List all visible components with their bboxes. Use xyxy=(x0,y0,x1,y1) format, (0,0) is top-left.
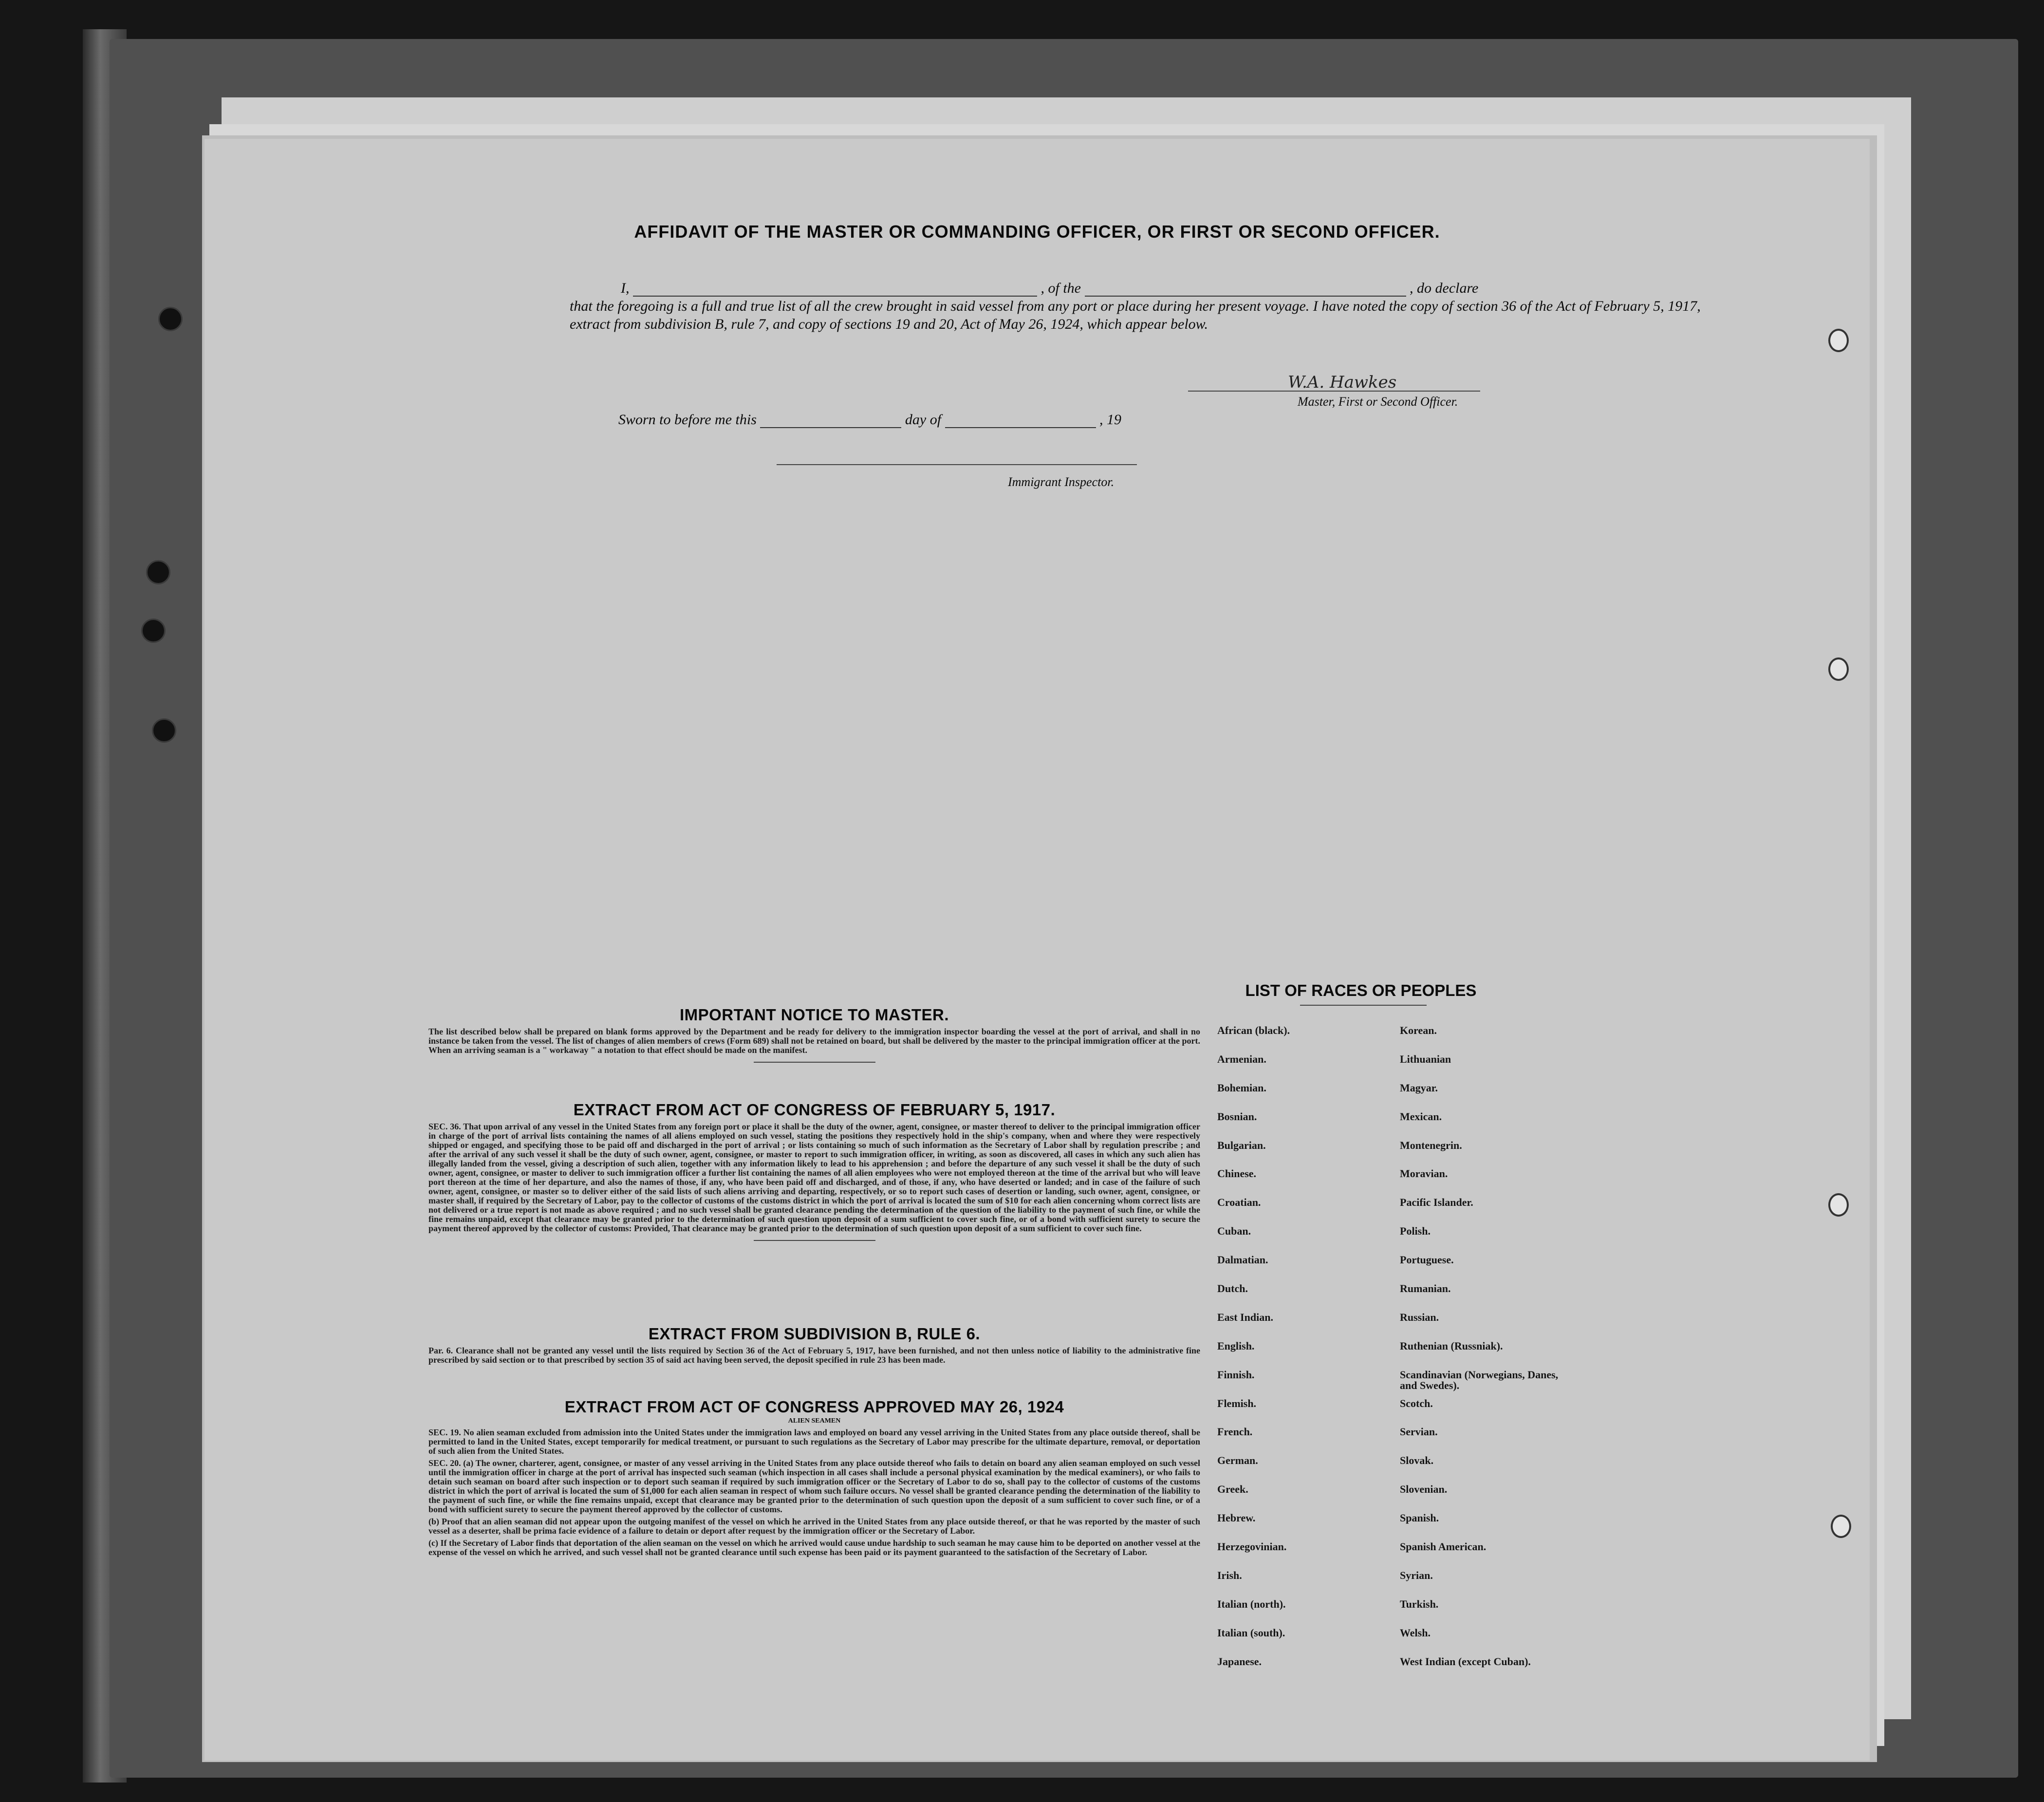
important-notice xyxy=(428,1006,1200,1070)
race-item: West Indian (except Cuban). xyxy=(1400,1655,1531,1668)
race-item: Croatian. xyxy=(1217,1196,1261,1209)
punch-hole xyxy=(1828,1193,1849,1217)
race-item: Japanese. xyxy=(1217,1655,1262,1668)
notice-text: The list described below shall be prepared on blank forms approved by the Department and be ready for delivery to the immigration inspector boarding the vessel at the port of arrival, and shall in no instance be taken from the vessel. The list of changes of alien members of crews (Form 689) shall not be retained on board, but shall be delivered by the master to the principal immigration officer at the port. When an arriving seaman is a " workaway " a notation to that effect should be made on the manifest. xyxy=(428,1027,1200,1055)
extract-rule-6 xyxy=(428,1325,1200,1365)
punch-hole xyxy=(1831,1515,1851,1538)
notice-title: IMPORTANT NOTICE TO MASTER. xyxy=(679,1006,949,1024)
affidavit-title: AFFIDAVIT OF THE MASTER OR COMMANDING OFFICER, OR FIRST OR SECOND OFFICER. xyxy=(634,222,1440,242)
affidavit-body: that the foregoing is a full and true list of all the crew brought in said vessel from any port or place during her present voyage. I have noted the copy of section 36 of the Act of February 5, 1917, extract from subdivision B, rule 7, and copy of sections 19 and 20, Act of May 26, 1924, which appear below. xyxy=(570,298,1701,332)
race-item: Ruthenian (Russniak). xyxy=(1400,1339,1503,1352)
section-19-text: SEC. 19. No alien seaman excluded from admission into the United States under the immigration laws and employed on board any vessel arriving in the United States from any place outside thereof, shall be permitted to land in the United States, except temporarily for medical treatment, or pursuant to such regulations as the Secretary of Labor may prescribe for the ultimate departure, removal, or deportation of such alien from the United States. xyxy=(428,1427,1200,1456)
race-item: Flemish. xyxy=(1217,1397,1257,1409)
race-item: Armenian. xyxy=(1217,1052,1266,1065)
race-item: Scandinavian (Norwegians, Danes, and Swedes). xyxy=(1400,1368,1559,1391)
race-item: Korean. xyxy=(1400,1024,1437,1036)
race-item: Mexican. xyxy=(1400,1110,1442,1123)
race-item: Moravian. xyxy=(1400,1167,1448,1180)
divider xyxy=(754,1062,875,1063)
sworn-line xyxy=(618,412,1121,428)
extract-rule6-text: Par. 6. Clearance shall not be granted any vessel until the lists required by Section 36 of the Act of February 5, 1917, have been furnished, and not then unless notice of liability to the administrative fine prescribed by said section or to that prescribed by section 35 of said act having been served, the deposit specified in rule 23 has been made. xyxy=(428,1346,1200,1365)
inspector-caption: Immigrant Inspector. xyxy=(1008,475,1115,489)
punch-hole xyxy=(1828,657,1849,681)
race-item: Bosnian. xyxy=(1217,1110,1257,1123)
race-item: Magyar. xyxy=(1400,1081,1438,1094)
race-item: Spanish. xyxy=(1400,1512,1439,1524)
extract-1924 xyxy=(428,1398,1200,1557)
sworn-year: , 19 xyxy=(1099,412,1122,428)
affidavit-page xyxy=(204,139,1870,1761)
race-item: Lithuanian xyxy=(1400,1052,1451,1065)
punch-hole xyxy=(158,307,183,331)
race-item: Turkish. xyxy=(1400,1597,1439,1610)
race-item: Spanish American. xyxy=(1400,1540,1487,1553)
race-item: Pacific Islander. xyxy=(1400,1196,1473,1209)
extract-1924-title: EXTRACT FROM ACT OF CONGRESS APPROVED MAY 26, 1924 xyxy=(564,1398,1064,1416)
race-item: Herzegovinian. xyxy=(1217,1540,1287,1553)
declaration-mid: , of the xyxy=(1041,280,1081,296)
sworn-day-label: day of xyxy=(905,412,942,428)
punch-hole xyxy=(146,560,170,584)
sworn-day-field[interactable] xyxy=(760,427,901,428)
sworn-prefix: Sworn to before me this xyxy=(618,412,757,428)
race-item: Bohemian. xyxy=(1217,1081,1266,1094)
race-item: Dutch. xyxy=(1217,1282,1248,1295)
race-item: Russian. xyxy=(1400,1311,1439,1323)
races-title: LIST OF RACES OR PEOPLES xyxy=(1245,981,1477,999)
extract-rule6-title: EXTRACT FROM SUBDIVISION B, RULE 6. xyxy=(648,1325,981,1343)
race-item: Cuban. xyxy=(1217,1225,1251,1238)
race-item: Polish. xyxy=(1400,1225,1431,1238)
section-20c-text: (c) If the Secretary of Labor finds that deportation of the alien seaman on the vessel on which he arrived would cause undue hardship to such seaman he may cause him to be deported on another vessel at the expense of the vessel on which he arrived, and such vessel shall not be granted clearance until such expense has been paid or its payment guaranteed to the satisfaction of the Secretary of Labor. xyxy=(428,1538,1201,1557)
race-item: English. xyxy=(1217,1339,1255,1352)
race-item: Italian (north). xyxy=(1217,1597,1286,1610)
extract-1917-text: SEC. 36. That upon arrival of any vessel in the United States from any foreign port or place it shall be the duty of the owner, agent, consignee, or master thereof to deliver to the principal immigration officer in charge of the port of arrival lists containing the names of all aliens employed on such vessel, stating the positions they respectively hold in the ship's company, when and where they were respectively shipped or engaged, and specifying those to be paid off and discharged in the port of arrival ; or lists containing so much of such information as the Secretary of Labor shall by regulation prescribe ; and after the arrival of any such vessel it shall be the duty of such owner, agent, consignee, or master to report to such immigration officer, in writing, as soon as discovered, all cases in which any such alien has illegally landed from the vessel, giving a description of such alien, together with any information likely to lead to his apprehension ; and before the departure of any such vessel it shall be the duty of such owner, agent, consignee, or master to deliver to such immigration officer a further list containing the names of all alien employees who were not employed thereon at the time of the arrival but who will leave port thereon at the time of her departure, and also the names of those, if any, who have been paid off and discharged, and of those, if any, who have deserted or landed; and in case of the failure of such owner, agent, consignee, or master so to deliver either of the said lists of such aliens arriving and departing, respectively, or so to report such cases of desertion or landing, such owner, agent, consignee, or master shall, if required by the Secretary of Labor, pay to the collector of customs of the customs district in which the port of arrival is located the sum of $10 for each alien concerning whom correct lists are not delivered or a true report is not made as above required ; and no such vessel shall be granted clearance pending the determination of the question of the liability to the payment of such fine, or while the fine remains unpaid, except that clearance may be granted prior to the determination of such question upon deposit of a sum sufficient to cover such fine, or of a bond with sufficient surety to secure the payment thereof approved by the collector of customs: Provided, That clearance may be granted prior to the determination of such question upon deposit of a sum sufficient to cover such fine. xyxy=(428,1122,1200,1233)
race-item: Chinese. xyxy=(1217,1167,1257,1180)
race-item: Bulgarian. xyxy=(1217,1139,1266,1151)
races-column-right xyxy=(1400,1025,1561,1685)
divider xyxy=(754,1240,875,1241)
extract-1924-subtitle: ALIEN SEAMEN xyxy=(788,1417,841,1425)
signature-caption: Master, First or Second Officer. xyxy=(1298,394,1458,409)
race-item: East Indian. xyxy=(1217,1311,1273,1323)
race-item: Slovak. xyxy=(1400,1454,1434,1467)
race-item: Scotch. xyxy=(1400,1397,1433,1409)
extract-1917 xyxy=(428,1101,1200,1248)
section-20a-text: SEC. 20. (a) The owner, charterer, agent, consignee, or master of any vessel arriving in the United States from any place outside thereof who fails to detain on board any alien seaman employed on such vessel until the immigration officer in charge at the port of arrival has inspected such seaman (which inspection in all cases shall include a personal physical examination by the medical examiners), or who fails to detain such seaman on board after such inspection or to deport such seaman if required by such immigration officer or the Secretary of Labor to do so, shall pay to the collector of customs of the customs district in which the port of arrival is located the sum of $1,000 for each alien seaman in respect of whom such failure occurs. No vessel shall be granted clearance pending the determination of the liability to the payment of such fine, or while the fine remains unpaid, except that clearance may be granted prior to the determination of such question upon the deposit of a sum sufficient to cover such fine, or of a bond with sufficient surety to secure the payment thereof approved by the collector of customs. xyxy=(428,1458,1200,1514)
declaration-start: I, xyxy=(621,280,630,296)
declaration-line xyxy=(621,280,1716,297)
divider xyxy=(1300,1005,1427,1006)
extract-1917-title: EXTRACT FROM ACT OF CONGRESS OF FEBRUARY 5, 1917. xyxy=(573,1101,1056,1119)
master-signature: W.A. Hawkes xyxy=(1288,373,1397,392)
section-20b-text: (b) Proof that an alien seaman did not appear upon the outgoing manifest of the vessel on which he arrived in the United States from any place outside thereof, or that he was reported by the master of such vessel as a deserter, shall be prima facie evidence of a failure to detain or deport after request by the immigration officer or the Secretary of Labor. xyxy=(428,1517,1200,1536)
punch-hole xyxy=(152,718,176,743)
race-item: Hebrew. xyxy=(1217,1512,1256,1524)
race-item: Irish. xyxy=(1217,1569,1242,1581)
race-item: Rumanian. xyxy=(1400,1282,1451,1295)
punch-hole xyxy=(141,619,166,643)
race-item: Servian. xyxy=(1400,1426,1438,1438)
race-item: Finnish. xyxy=(1217,1368,1255,1381)
race-item: Portuguese. xyxy=(1400,1254,1454,1266)
name-field[interactable] xyxy=(633,296,1037,297)
race-item: Dalmatian. xyxy=(1217,1254,1268,1266)
race-item: Welsh. xyxy=(1400,1626,1431,1639)
sworn-month-field[interactable] xyxy=(945,427,1096,428)
race-item: African (black). xyxy=(1217,1024,1290,1036)
race-item: Syrian. xyxy=(1400,1569,1433,1581)
punch-hole xyxy=(1828,329,1849,352)
race-item: Montenegrin. xyxy=(1400,1139,1462,1151)
races-column-left xyxy=(1217,1025,1290,1685)
declaration-end: , do declare xyxy=(1410,280,1479,296)
inspector-signature-line[interactable] xyxy=(777,464,1137,465)
race-item: Italian (south). xyxy=(1217,1626,1285,1639)
race-item: Slovenian. xyxy=(1400,1483,1448,1496)
race-item: Greek. xyxy=(1217,1483,1248,1496)
vessel-field[interactable] xyxy=(1085,296,1406,297)
race-item: French. xyxy=(1217,1426,1253,1438)
race-item: German. xyxy=(1217,1454,1258,1467)
